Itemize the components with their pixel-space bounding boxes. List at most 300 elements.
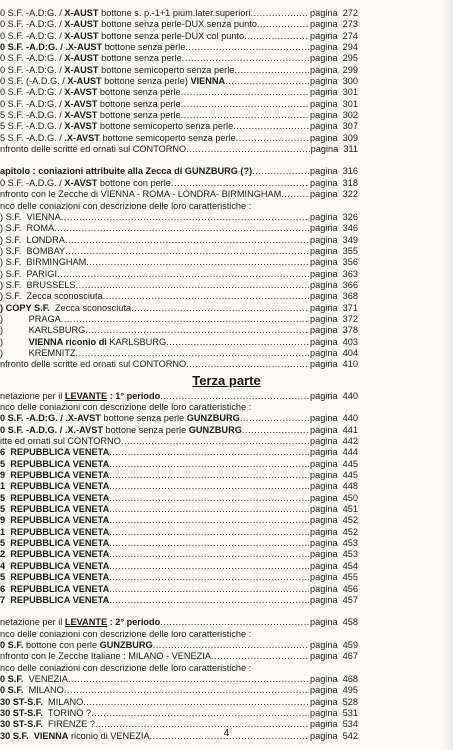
index-entry — [0, 549, 358, 560]
entry-text-segment: X-AUST — [64, 19, 99, 30]
leader-dots — [160, 617, 309, 628]
entry-title — [0, 42, 185, 53]
leader-dots — [109, 504, 309, 515]
index-block-gunzburg — [0, 166, 453, 370]
entry-text-segment: 30 ST-S.F. — [0, 707, 43, 718]
entry-text-segment: MILANO — [23, 685, 64, 696]
leader-dots — [234, 65, 309, 76]
entry-title — [0, 425, 242, 436]
page-reference: pagina 349 — [309, 234, 358, 245]
leader-dots — [109, 459, 309, 470]
index-entry — [0, 325, 358, 336]
entry-text-segment: 5 REPUBBLICA VENETA — [0, 538, 110, 549]
entry-text-segment: nfronto delle scritte ed ornati sul CONTORNO — [0, 359, 187, 370]
index-entry — [0, 337, 358, 348]
leader-dots — [61, 212, 309, 223]
entry-title — [0, 337, 166, 348]
entry-text-segment: 0 S.F. -A.D:G. / .X-AUST — [0, 42, 103, 53]
entry-title — [0, 561, 109, 572]
page-reference: pagina 450 — [309, 492, 358, 503]
page-reference: pagina 534 — [309, 719, 358, 730]
page-reference: pagina 307 — [309, 121, 358, 132]
entry-text-segment: X-AUST — [64, 8, 99, 18]
index-entry — [0, 223, 358, 234]
page-reference: pagina 445 — [309, 470, 358, 481]
entry-text-segment: X-AUST — [64, 64, 99, 75]
entry-text-segment: VIENNA — [190, 76, 226, 87]
entry-text-segment: 30 ST-S.F. — [0, 719, 43, 730]
entry-title — [0, 391, 160, 402]
page-reference: pagina 495 — [309, 685, 358, 696]
entry-text-segment: X-AUST — [67, 76, 102, 87]
entry-text-segment: nfronto con le Zecche Italiane : MILANO - VENEZIA — [0, 651, 211, 662]
index-entry — [0, 76, 358, 87]
page-reference: pagina 453 — [309, 538, 358, 549]
entry-text-segment: : 1° periodo — [107, 390, 161, 401]
entry-title — [0, 87, 181, 98]
leader-dots — [233, 121, 309, 132]
entry-text-segment: 5 REPUBBLICA VENETA — [0, 572, 110, 583]
entry-title — [0, 413, 240, 424]
page-reference: pagina 316 — [309, 166, 358, 177]
entry-text-segment: bottone senza perle — [102, 42, 186, 53]
leader-dots — [76, 348, 309, 359]
leader-dots — [131, 303, 309, 314]
leader-dots — [109, 527, 309, 538]
page-reference: pagina 322 — [309, 189, 358, 200]
leader-dots — [257, 19, 309, 30]
index-entry — [0, 303, 358, 314]
entry-title — [0, 595, 109, 606]
page-reference: pagina 368 — [309, 291, 358, 302]
page-reference: pagina 542 — [309, 730, 358, 741]
entry-title — [0, 31, 244, 42]
entry-text-segment: nco delle coniazioni con descrizione delle loro caratteristiche : — [0, 200, 252, 211]
page-reference: pagina 410 — [309, 359, 358, 370]
leader-dots — [252, 166, 309, 177]
entry-title — [0, 493, 109, 504]
leader-dots — [76, 280, 309, 291]
page-reference: pagina 295 — [309, 53, 358, 64]
entry-text-segment: 2 REPUBBLICA VENETA — [0, 549, 110, 560]
index-entry — [0, 178, 358, 189]
entry-text-segment: 0 S.F. -A.D:G. / .X-AVST — [0, 413, 101, 424]
entry-text-segment: X-AVST — [64, 87, 98, 98]
entry-text-segment: 0 S.F. (-A.D.G. / — [0, 76, 68, 87]
leader-dots — [54, 223, 309, 234]
page-reference: pagina 455 — [309, 572, 358, 583]
entry-text-segment: GUNZBURG — [99, 639, 153, 650]
entry-text-segment: nco delle coniazioni con descrizione delle loro caratteristiche : — [0, 402, 252, 412]
leader-dots — [121, 436, 309, 447]
entry-text-segment: 5 S.F. -A.D.G. / — [0, 110, 65, 121]
page-reference: pagina 366 — [309, 279, 358, 290]
leader-dots — [109, 481, 309, 492]
entry-title — [0, 640, 153, 651]
entry-text-segment: ) S.F. BRUSSELS — [0, 279, 76, 290]
entry-text-segment: bottone con perle — [23, 639, 100, 650]
page-reference: pagina 302 — [309, 110, 358, 121]
entry-text-segment: netazione per il — [0, 390, 65, 401]
entry-title — [0, 515, 109, 526]
entry-title — [0, 651, 211, 662]
index-entry — [0, 257, 358, 268]
leader-dots — [109, 561, 309, 572]
entry-text-segment: X-AUST — [64, 53, 99, 64]
entry-title — [0, 246, 65, 257]
entry-text-segment: KARLSBURG — [106, 336, 167, 347]
entry-text-segment: 0 S.F. -A.D.G. / .X.-AVST — [0, 424, 103, 435]
index-entry — [0, 189, 358, 200]
entry-text-segment: itte ed ornati sul CONTORNO — [0, 436, 121, 447]
page-reference: pagina 274 — [309, 30, 358, 41]
index-entry — [0, 166, 358, 177]
page-number: 4 — [223, 728, 230, 739]
entry-title — [0, 65, 234, 76]
index-entry — [0, 212, 358, 223]
page-reference: pagina 448 — [309, 481, 358, 492]
entry-title — [0, 201, 251, 212]
page-reference: pagina 459 — [309, 639, 358, 650]
entry-title — [0, 708, 91, 719]
entry-title — [0, 144, 186, 155]
leader-dots — [166, 337, 309, 348]
entry-text-segment: 5 REPUBBLICA VENETA — [0, 458, 110, 469]
leader-dots — [244, 31, 309, 42]
entry-text-segment: 6 REPUBBLICA VENETA — [0, 447, 110, 458]
entry-text-segment: Zecca sconosciuta — [49, 302, 132, 313]
index-entry — [0, 19, 358, 30]
entry-text-segment: bottone semicoperto senza perle — [98, 64, 235, 75]
entry-text-segment: 7 REPUBBLICA VENETA — [0, 594, 110, 605]
entry-text-segment: bottone senza perle-DUX col punto — [98, 30, 245, 41]
index-entry — [0, 481, 358, 492]
entry-title — [0, 76, 225, 87]
page-reference: pagina 453 — [309, 549, 358, 560]
entry-text-segment: 30 ST-S.F. — [0, 696, 43, 707]
entry-title — [0, 19, 257, 30]
leader-dots — [185, 42, 309, 53]
index-entry — [0, 133, 358, 144]
entry-title — [0, 629, 251, 640]
entry-text-segment: bottone senza perle) — [101, 76, 191, 87]
page-reference: pagina 294 — [309, 42, 358, 53]
entry-text-segment: 9 REPUBBLICA VENETA — [0, 470, 110, 481]
entry-text-segment: ) KREMNITZ — [0, 347, 76, 358]
entry-text-segment: bottone semicoperto senza perle — [99, 132, 236, 143]
entry-text-segment: .X-AVST — [64, 132, 100, 143]
entry-text-segment: nfronto delle scritte ed ornati sul CONTORNO — [0, 144, 187, 155]
leader-dots — [181, 87, 309, 98]
entry-text-segment: bottone senza perle — [100, 413, 187, 424]
page-reference: pagina 452 — [309, 526, 358, 537]
index-block-part2-austria — [0, 8, 453, 155]
leader-dots — [211, 651, 309, 662]
entry-text-segment: 5 S.F. -A.D.G. / — [0, 132, 65, 143]
page-reference: pagina 299 — [309, 64, 358, 75]
index-entry — [0, 359, 358, 370]
entry-text-segment: ) S.F. LONDRA — [0, 234, 65, 245]
leader-dots — [225, 76, 309, 87]
page-reference: pagina 371 — [309, 302, 358, 313]
entry-text-segment: FIRENZE ? — [42, 719, 95, 730]
entry-text-segment: ) PRAGA — [0, 313, 61, 324]
leader-dots — [83, 697, 309, 708]
page-reference: pagina 404 — [309, 347, 358, 358]
index-entry — [0, 527, 358, 538]
entry-text-segment: MILANO — [42, 696, 84, 707]
entry-text-segment: 0 S.F. -A.D:G. / — [0, 87, 65, 98]
index-entry — [0, 144, 358, 155]
entry-text-segment: ) S.F. ROMA — [0, 223, 55, 234]
page-reference: pagina 528 — [309, 696, 358, 707]
entry-text-segment: bottone s. p.-1+1 pium.later.superiori — [98, 8, 251, 18]
leader-dots — [65, 235, 309, 246]
index-entry — [0, 584, 358, 595]
page-reference: pagina 440 — [309, 390, 358, 401]
leader-dots — [181, 110, 309, 121]
page-reference: pagina 273 — [309, 19, 358, 30]
entry-text-segment: GUNZBURG — [188, 424, 242, 435]
index-entry — [0, 561, 358, 572]
entry-title — [0, 674, 68, 685]
index-entry — [0, 402, 453, 413]
entry-text-segment: VIENNA riconio di — [28, 336, 107, 347]
index-entry — [0, 617, 358, 628]
entry-title — [0, 470, 109, 481]
entry-title — [0, 685, 64, 696]
entry-text-segment: 0 S.F. -A.D:G. / — [0, 53, 65, 64]
leader-dots — [109, 447, 309, 458]
leader-dots — [250, 8, 309, 19]
entry-title — [0, 280, 76, 291]
entry-text-segment: 6 REPUBBLICA VENETA — [0, 583, 110, 594]
leader-dots — [109, 538, 309, 549]
entry-text-segment: LEVANTE — [64, 390, 108, 401]
entry-text-segment: ) S.F. BIRMINGHAM — [0, 257, 87, 268]
entry-title — [0, 348, 76, 359]
entry-text-segment: X-AVST — [64, 110, 98, 121]
page-edge-shadow — [441, 0, 453, 750]
entry-text-segment: riconio di VENEZIA — [68, 730, 150, 741]
entry-title — [0, 314, 61, 325]
index-entry — [0, 538, 358, 549]
index-entry — [0, 708, 358, 719]
entry-text-segment: bottone senza perle-DUX senza punto — [98, 19, 257, 30]
index-entry — [0, 53, 358, 64]
leader-dots — [109, 595, 309, 606]
section-title: Terza parte — [192, 372, 261, 388]
index-entry — [0, 269, 358, 280]
entry-text-segment: bottone semicoperto senza perle — [97, 121, 234, 132]
index-entry — [0, 651, 358, 662]
entry-text-segment: TORINO ? — [42, 707, 92, 718]
entry-title — [0, 212, 61, 223]
entry-text-segment: ) S.F. VIENNA — [0, 211, 61, 222]
index-block-levante-2 — [0, 617, 453, 742]
entry-title — [0, 527, 109, 538]
page-reference: pagina 454 — [309, 560, 358, 571]
entry-text-segment: 0 S.F. -A.D:G. / — [0, 8, 65, 18]
index-entry — [0, 31, 358, 42]
entry-title — [0, 549, 109, 560]
page-reference: pagina 458 — [309, 617, 358, 628]
leader-dots — [61, 314, 309, 325]
entry-text-segment: bottone senza perle — [97, 98, 181, 109]
index-entry — [0, 348, 358, 359]
index-entry — [0, 246, 358, 257]
page-reference: pagina 456 — [309, 583, 358, 594]
page-reference: pagina 445 — [309, 458, 358, 469]
index-entry — [0, 663, 453, 674]
entry-title — [0, 697, 83, 708]
page-reference: pagina 442 — [309, 436, 358, 447]
leader-dots — [186, 144, 309, 155]
entry-text-segment: 0 S.F. -A.D:G. / — [0, 98, 65, 109]
entry-title — [0, 481, 109, 492]
entry-text-segment: bottone senza perle — [98, 53, 182, 64]
index-entry — [0, 65, 358, 76]
entry-title — [0, 325, 85, 336]
leader-dots — [109, 470, 309, 481]
leader-dots — [160, 391, 309, 402]
entry-text-segment: ) KARLSBURG — [0, 325, 86, 336]
leader-dots — [91, 708, 309, 719]
entry-text-segment: apitolo : coniazioni attribuite alla Zecca di GUNZBURG (?) — [0, 166, 253, 177]
entry-title — [0, 436, 121, 447]
entry-title — [0, 223, 54, 234]
page-reference: pagina 301 — [309, 87, 358, 98]
entry-title — [0, 303, 131, 314]
entry-text-segment: nco delle coniazioni con descrizione delle loro caratteristiche : — [0, 662, 252, 673]
index-entry — [0, 87, 358, 98]
entry-text-segment: ) S.F. Zecca sconosciuta — [0, 291, 103, 302]
leader-dots — [171, 178, 309, 189]
leader-dots — [64, 685, 309, 696]
page-reference: pagina 355 — [309, 245, 358, 256]
entry-text-segment: nfronto con le Zecche di VIENNA - ROMA - LONDRA- BIRMINGHAM — [0, 189, 282, 200]
entry-text-segment: 1 REPUBBLICA VENETA — [0, 481, 110, 492]
entry-text-segment: GUNZBURG — [186, 413, 240, 424]
page-reference: pagina 452 — [309, 515, 358, 526]
leader-dots — [242, 425, 309, 436]
entry-text-segment: ) S.F. PARIGI — [0, 268, 58, 279]
entry-title — [0, 178, 171, 189]
entry-title — [0, 110, 181, 121]
page-reference: pagina 451 — [309, 504, 358, 515]
page-reference: pagina 457 — [309, 594, 358, 605]
entry-text-segment: 0 S.F. -A.D:G. / — [0, 64, 65, 75]
index-entry — [0, 572, 358, 583]
page-reference: pagina 356 — [309, 257, 358, 268]
entry-text-segment: 0 S.F. -A.D:G. / — [0, 19, 65, 30]
entry-title — [0, 663, 251, 674]
entry-title — [0, 447, 109, 458]
entry-text-segment: 5 S.F. -A.D.G. / — [0, 121, 65, 132]
entry-title — [0, 235, 65, 246]
index-entry — [0, 629, 453, 640]
index-entry — [0, 8, 358, 19]
page-reference: pagina 444 — [309, 447, 358, 458]
entry-title — [0, 189, 281, 200]
leader-dots — [85, 325, 309, 336]
entry-title — [0, 504, 109, 515]
leader-dots — [109, 493, 309, 504]
index-entry — [0, 391, 358, 402]
entry-title — [0, 121, 233, 132]
entry-text-segment: 0 S.F. -A.D.G. / — [0, 177, 65, 188]
index-entry — [0, 595, 358, 606]
entry-title — [0, 538, 109, 549]
entry-text-segment: 5 REPUBBLICA VENETA — [0, 504, 110, 515]
index-entry — [0, 447, 358, 458]
leader-dots — [182, 53, 309, 64]
entry-text-segment: 0 S.F. — [0, 639, 24, 650]
index-entry — [0, 121, 358, 132]
index-entry — [0, 697, 358, 708]
page-reference: pagina 440 — [309, 413, 358, 424]
index-entry — [0, 515, 358, 526]
leader-dots — [109, 584, 309, 595]
leader-dots — [153, 640, 309, 651]
page-reference: pagina 301 — [309, 98, 358, 109]
entry-text-segment: bottone senza perle — [97, 87, 181, 98]
entry-text-segment: bottone senza perle — [97, 110, 181, 121]
leader-dots — [181, 99, 309, 110]
page-reference: pagina 531 — [309, 707, 358, 718]
page-reference: pagina 441 — [309, 424, 358, 435]
entry-title — [0, 617, 160, 628]
page-reference: pagina 300 — [309, 76, 358, 87]
index-entry — [0, 685, 358, 696]
leader-dots — [236, 133, 309, 144]
entry-title — [0, 291, 103, 302]
leader-dots — [281, 189, 309, 200]
index-entry — [0, 674, 358, 685]
index-entry — [0, 413, 358, 424]
leader-dots — [103, 291, 309, 302]
entry-text-segment: X-AVST — [64, 177, 98, 188]
entry-title — [0, 269, 57, 280]
entry-text-segment: X-AVST — [64, 98, 98, 109]
leader-dots — [186, 359, 309, 370]
index-entry — [0, 640, 358, 651]
page-reference: pagina 468 — [309, 673, 358, 684]
index-entry — [0, 493, 358, 504]
entry-text-segment: bottone con perle — [97, 177, 171, 188]
leader-dots — [109, 549, 309, 560]
leader-dots — [240, 413, 309, 424]
index-entry — [0, 280, 358, 291]
index-entry — [0, 201, 453, 212]
index-entry — [0, 110, 358, 121]
index-entry — [0, 235, 358, 246]
page-reference: pagina 346 — [309, 223, 358, 234]
entry-title — [0, 99, 181, 110]
entry-title — [0, 402, 251, 413]
leader-dots — [57, 269, 309, 280]
entry-title — [0, 257, 86, 268]
entry-text-segment: ) S.F. BOMBAY — [0, 245, 66, 256]
entry-title — [0, 572, 109, 583]
index-entry — [0, 504, 358, 515]
entry-text-segment: 5 REPUBBLICA VENETA — [0, 492, 110, 503]
index-entry — [0, 425, 358, 436]
index-entry — [0, 314, 358, 325]
leader-dots — [109, 572, 309, 583]
entry-text-segment: 4 REPUBBLICA VENETA — [0, 560, 110, 571]
entry-title — [0, 166, 252, 177]
